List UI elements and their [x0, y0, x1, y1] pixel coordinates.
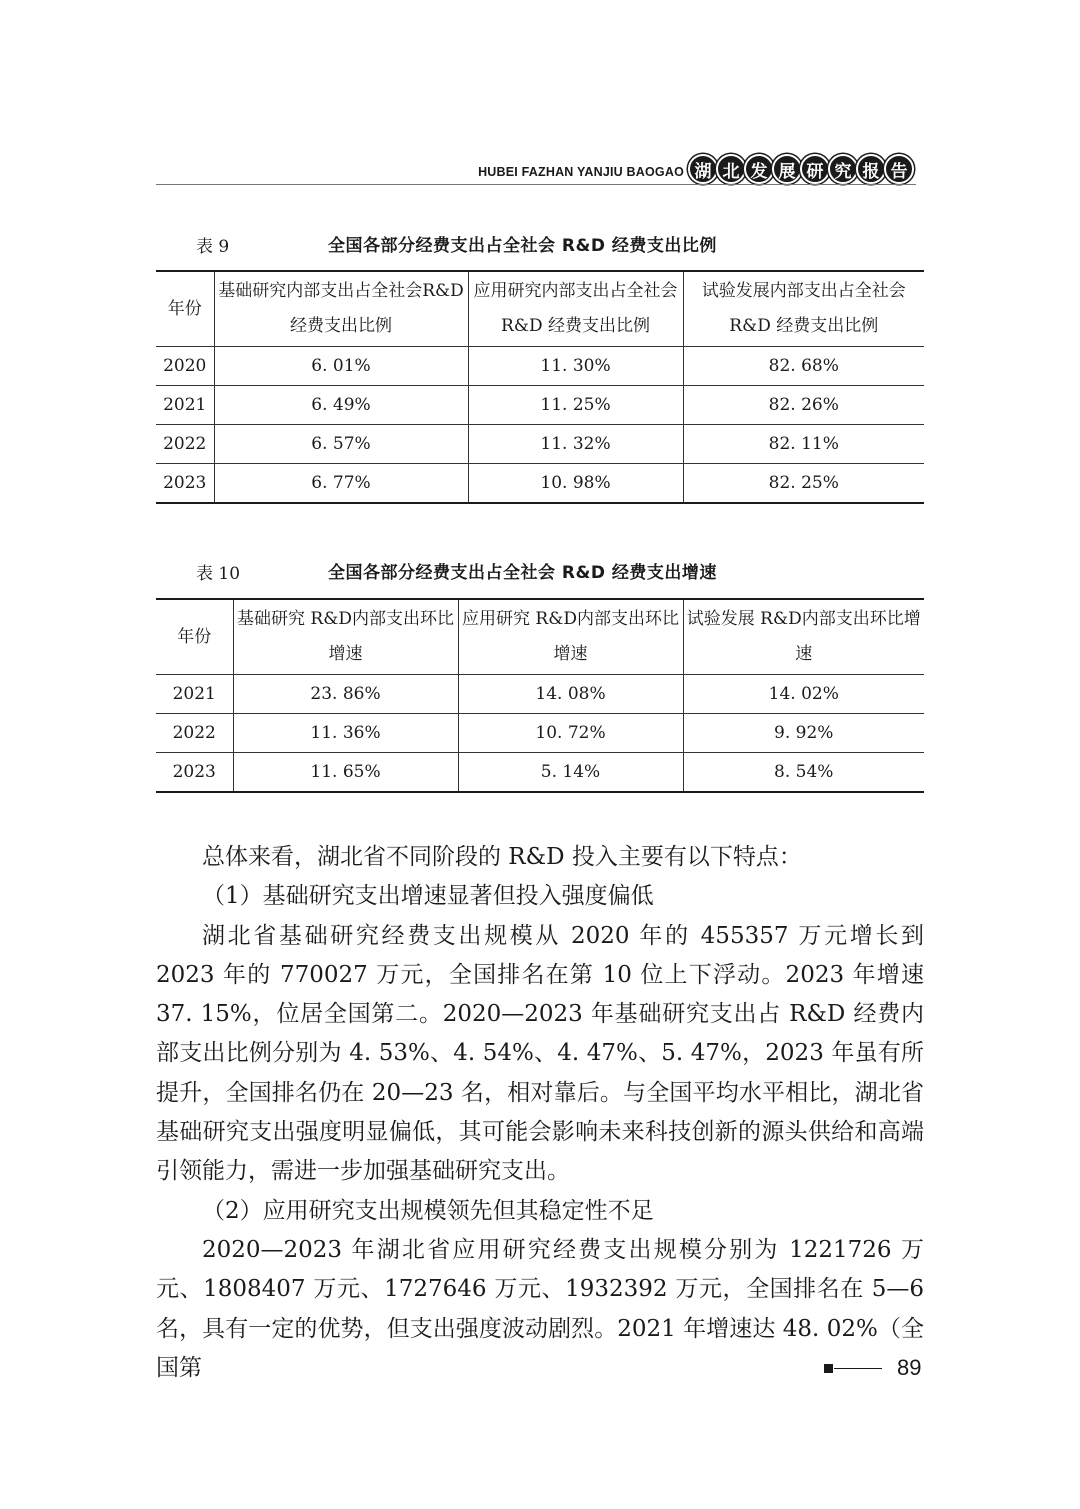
col-header-basic: 基础研究 R&D内部支出环比增速	[233, 599, 458, 675]
table10-caption	[156, 555, 924, 583]
col-header-experimental: 试验发展内部支出占全社会R&D 经费支出比例	[683, 271, 924, 347]
brand-char: 湖	[688, 154, 718, 184]
cell-year: 2023	[156, 753, 233, 793]
cell-value: 6. 57%	[214, 425, 468, 464]
cell-value: 82. 11%	[683, 425, 924, 464]
body-paragraph: 湖北省基础研究经费支出规模从 2020 年的 455357 万元增长到 2023 年的 770027 万元，全国排名在第 10 位上下浮动。2023 年增速 37. 15%，位居全国第二。2020—2023 年基础研究支出占 R&D 经费内部支出比例分别为 4. 53%、4. 54%、4. 47%、5. 47%，2023 年虽有所提升，全国排名仍在 20—23 名，相对靠后。与全国平均水平相比，湖北省基础研究支出强度明显偏低，其可能会影响未来科技创新的源头供给和高端引领能力，需进一步加强基础研究支出。	[156, 922, 924, 1185]
table9-number: 表 9	[196, 237, 230, 257]
cell-value: 10. 98%	[468, 464, 683, 504]
col-header-year: 年份	[156, 599, 233, 675]
cell-year: 2021	[156, 386, 214, 425]
col-header-year: 年份	[156, 271, 214, 347]
brand-char: 北	[716, 154, 746, 184]
table9-title: 全国各部分经费支出占全社会 R&D 经费支出比例	[328, 236, 717, 256]
cell-value: 6. 01%	[214, 347, 468, 386]
table-header-row	[156, 599, 924, 675]
cell-value: 11. 30%	[468, 347, 683, 386]
brand-char: 究	[828, 154, 858, 184]
table-row	[156, 675, 924, 714]
page-number: 89	[897, 1355, 922, 1380]
table10-title: 全国各部分经费支出占全社会 R&D 经费支出增速	[328, 563, 717, 583]
cell-value: 82. 68%	[683, 347, 924, 386]
cell-value: 11. 32%	[468, 425, 683, 464]
footer-rule	[834, 1368, 882, 1369]
table-row	[156, 386, 924, 425]
cell-value: 14. 02%	[683, 675, 924, 714]
col-header-experimental: 试验发展 R&D内部支出环比增速	[683, 599, 924, 675]
table-header-row	[156, 271, 924, 347]
col-header-applied: 应用研究 R&D内部支出环比增速	[458, 599, 683, 675]
table9-caption	[156, 228, 924, 256]
page-footer	[824, 1355, 924, 1381]
body-text	[156, 838, 924, 1388]
cell-value: 6. 77%	[214, 464, 468, 504]
body-paragraph: 总体来看，湖北省不同阶段的 R&D 投入主要有以下特点：	[202, 844, 802, 870]
header-rule	[156, 184, 916, 185]
cell-value: 11. 25%	[468, 386, 683, 425]
cell-year: 2021	[156, 675, 233, 714]
cell-year: 2022	[156, 714, 233, 753]
header-pinyin: HUBEI FAZHAN YANJIU BAOGAO	[478, 165, 684, 179]
table9	[156, 270, 924, 504]
table-row	[156, 464, 924, 504]
cell-value: 11. 36%	[233, 714, 458, 753]
cell-value: 82. 25%	[683, 464, 924, 504]
cell-value: 6. 49%	[214, 386, 468, 425]
cell-value: 9. 92%	[683, 714, 924, 753]
cell-value: 10. 72%	[458, 714, 683, 753]
table10	[156, 598, 924, 793]
footer-square-marker	[824, 1364, 833, 1373]
brand-char: 发	[744, 154, 774, 184]
table-row	[156, 347, 924, 386]
cell-value: 23. 86%	[233, 675, 458, 714]
cell-value: 5. 14%	[458, 753, 683, 793]
cell-value: 82. 26%	[683, 386, 924, 425]
col-header-applied: 应用研究内部支出占全社会 R&D 经费支出比例	[468, 271, 683, 347]
cell-year: 2022	[156, 425, 214, 464]
section-heading: （1）基础研究支出增速显著但投入强度偏低	[202, 883, 654, 910]
brand-char: 展	[772, 154, 802, 184]
brand-char: 研	[800, 154, 830, 184]
table-row	[156, 753, 924, 793]
cell-value: 8. 54%	[683, 753, 924, 793]
body-paragraph: 2020—2023 年湖北省应用研究经费支出规模分别为 1221726 万元、1808407 万元、1727646 万元、1932392 万元，全国排名在 5—6 名，具有一定的优势，但支出强度波动剧烈。2021 年增速达 48. 02%（全国第	[156, 1236, 924, 1381]
header-brand-logo	[690, 154, 914, 184]
table-row	[156, 714, 924, 753]
table10-number: 表 10	[196, 564, 241, 584]
running-header	[156, 150, 916, 186]
col-header-basic: 基础研究内部支出占全社会R&D 经费支出比例	[214, 271, 468, 347]
table-row	[156, 425, 924, 464]
brand-char: 报	[856, 154, 886, 184]
cell-value: 11. 65%	[233, 753, 458, 793]
cell-year: 2023	[156, 464, 214, 504]
section-heading: （2）应用研究支出规模领先但其稳定性不足	[202, 1197, 654, 1224]
cell-value: 14. 08%	[458, 675, 683, 714]
cell-year: 2020	[156, 347, 214, 386]
brand-char: 告	[884, 154, 914, 184]
